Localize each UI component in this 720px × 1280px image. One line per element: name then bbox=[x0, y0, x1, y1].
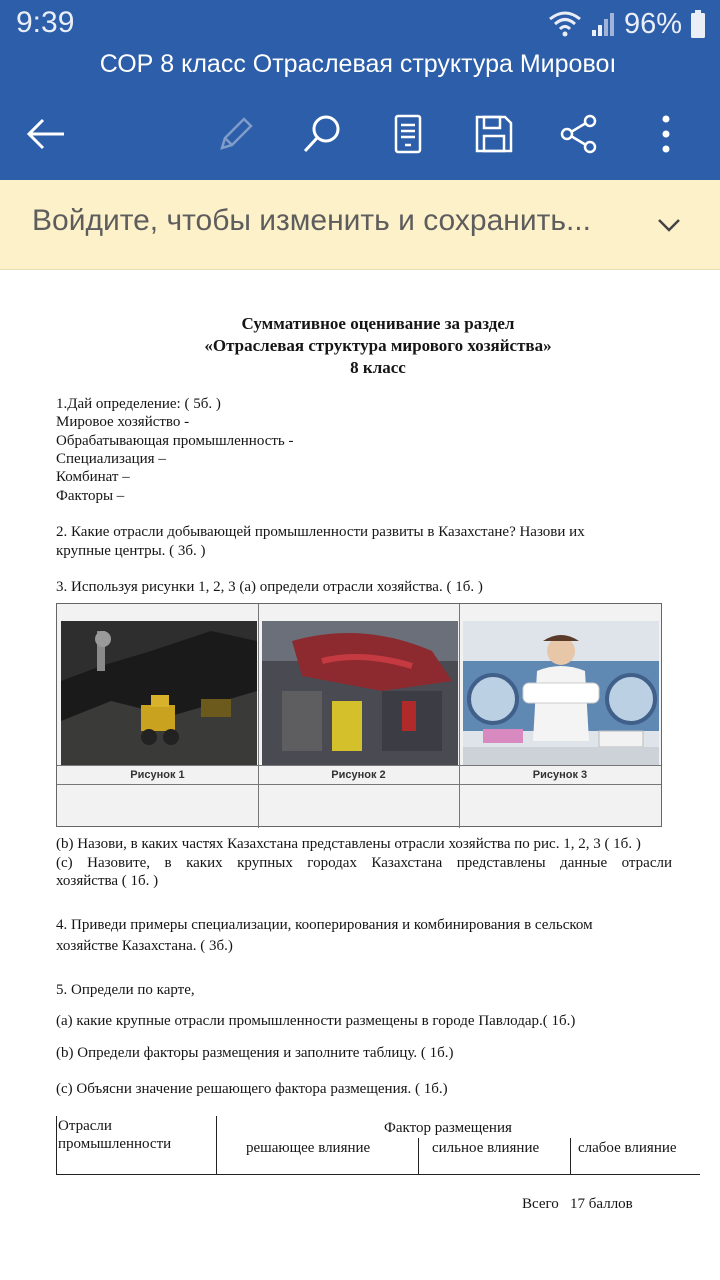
back-arrow-icon[interactable] bbox=[20, 108, 72, 160]
q3-b: (b) Назови, в каких частях Казахстана представлены отрасли хозяйства по рис. 1, 2, 3 ( 1б. ) bbox=[56, 836, 641, 852]
figure-1-caption: Рисунок 1 bbox=[57, 765, 258, 785]
battery-percent: 96% bbox=[623, 7, 682, 40]
q2-line-2: крупные центры. ( 3б. ) bbox=[56, 543, 206, 559]
q3-c-line-2: хозяйства ( 1б. ) bbox=[56, 873, 159, 889]
table-border bbox=[418, 1138, 419, 1174]
q4-line-1: 4. Приведи примеры специализации, кооперирования и комбинирования в сельском bbox=[56, 917, 593, 933]
q4-line-2: хозяйстве Казахстана. ( 3б.) bbox=[56, 938, 233, 954]
q2-line-1: 2. Какие отрасли добывающей промышленности развиты в Казахстане? Назови их bbox=[56, 524, 585, 540]
heading-line-2: «Отраслевая структура мирового хозяйства» bbox=[204, 336, 552, 355]
app-bar bbox=[0, 0, 720, 180]
status-icons bbox=[548, 7, 706, 41]
document-page bbox=[0, 270, 720, 1280]
q5-prompt: 5. Определи по карте, bbox=[56, 982, 195, 998]
pencil-icon[interactable] bbox=[210, 108, 262, 160]
figure-3-caption: Рисунок 3 bbox=[459, 765, 661, 785]
col-header-strong: сильное влияние bbox=[432, 1140, 540, 1156]
figure-2-image bbox=[262, 621, 458, 765]
sign-in-banner[interactable] bbox=[0, 180, 720, 270]
figures-table bbox=[56, 603, 662, 827]
figure-3-image bbox=[463, 621, 659, 765]
q1-item: Специализация – bbox=[56, 451, 166, 467]
q1-item: Мировое хозяйство - bbox=[56, 414, 190, 430]
total-score: Всего 17 баллов bbox=[522, 1196, 633, 1212]
signal-icon bbox=[590, 10, 616, 38]
table-border bbox=[570, 1138, 571, 1174]
col-header-decisive: решающее влияние bbox=[246, 1140, 371, 1156]
table-border bbox=[56, 1174, 700, 1175]
sign-in-message: Войдите, чтобы изменить и сохранить... bbox=[32, 204, 591, 237]
figure-2-caption: Рисунок 2 bbox=[258, 765, 459, 785]
placement-factors-table bbox=[56, 1116, 700, 1176]
more-icon[interactable] bbox=[640, 108, 692, 160]
col-header-weak: слабое влияние bbox=[578, 1140, 677, 1156]
col-header-industries-1: Отрасли bbox=[58, 1118, 112, 1134]
status-time: 9:39 bbox=[16, 6, 75, 39]
q5-a: (a) какие крупные отрасли промышленности размещены в городе Павлодар.( 1б.) bbox=[56, 1013, 576, 1029]
status-bar bbox=[0, 0, 720, 48]
search-icon[interactable] bbox=[296, 108, 348, 160]
chevron-down-icon[interactable] bbox=[654, 210, 684, 240]
q1-prompt: 1.Дай определение: ( 5б. ) bbox=[56, 396, 221, 412]
col-header-factor-group: Фактор размещения bbox=[384, 1120, 512, 1136]
heading-line-3: 8 класс bbox=[350, 358, 406, 377]
q3-prompt: 3. Используя рисунки 1, 2, 3 (a) определи отрасли хозяйства. ( 1б. ) bbox=[56, 579, 483, 595]
table-divider bbox=[258, 604, 259, 828]
q1-item: Факторы – bbox=[56, 488, 125, 504]
q3-c-line-1: (c) Назовите, в каких крупных городах Казахстана представлены данные отрасли bbox=[56, 855, 672, 871]
document-title: СОР 8 класс Отраслевая структура Мировоı bbox=[99, 50, 617, 78]
figure-1-image bbox=[61, 621, 257, 765]
save-icon[interactable] bbox=[468, 108, 520, 160]
q1-item: Обрабатывающая промышленность - bbox=[56, 433, 294, 449]
col-header-industries-2: промышленности bbox=[58, 1136, 172, 1152]
heading-line-1: Суммативное оценивание за раздел bbox=[241, 314, 515, 333]
q1-item: Комбинат – bbox=[56, 469, 130, 485]
share-icon[interactable] bbox=[553, 108, 605, 160]
table-border bbox=[216, 1116, 217, 1174]
table-divider bbox=[459, 604, 460, 828]
battery-icon bbox=[690, 9, 706, 39]
q5-c: (c) Объясни значение решающего фактора размещения. ( 1б.) bbox=[56, 1081, 448, 1097]
toolbar bbox=[0, 96, 720, 172]
table-border bbox=[56, 1116, 57, 1174]
q5-b: (b) Определи факторы размещения и заполните таблицу. ( 1б.) bbox=[56, 1045, 454, 1061]
reading-view-icon[interactable] bbox=[382, 108, 434, 160]
wifi-icon bbox=[548, 10, 582, 38]
